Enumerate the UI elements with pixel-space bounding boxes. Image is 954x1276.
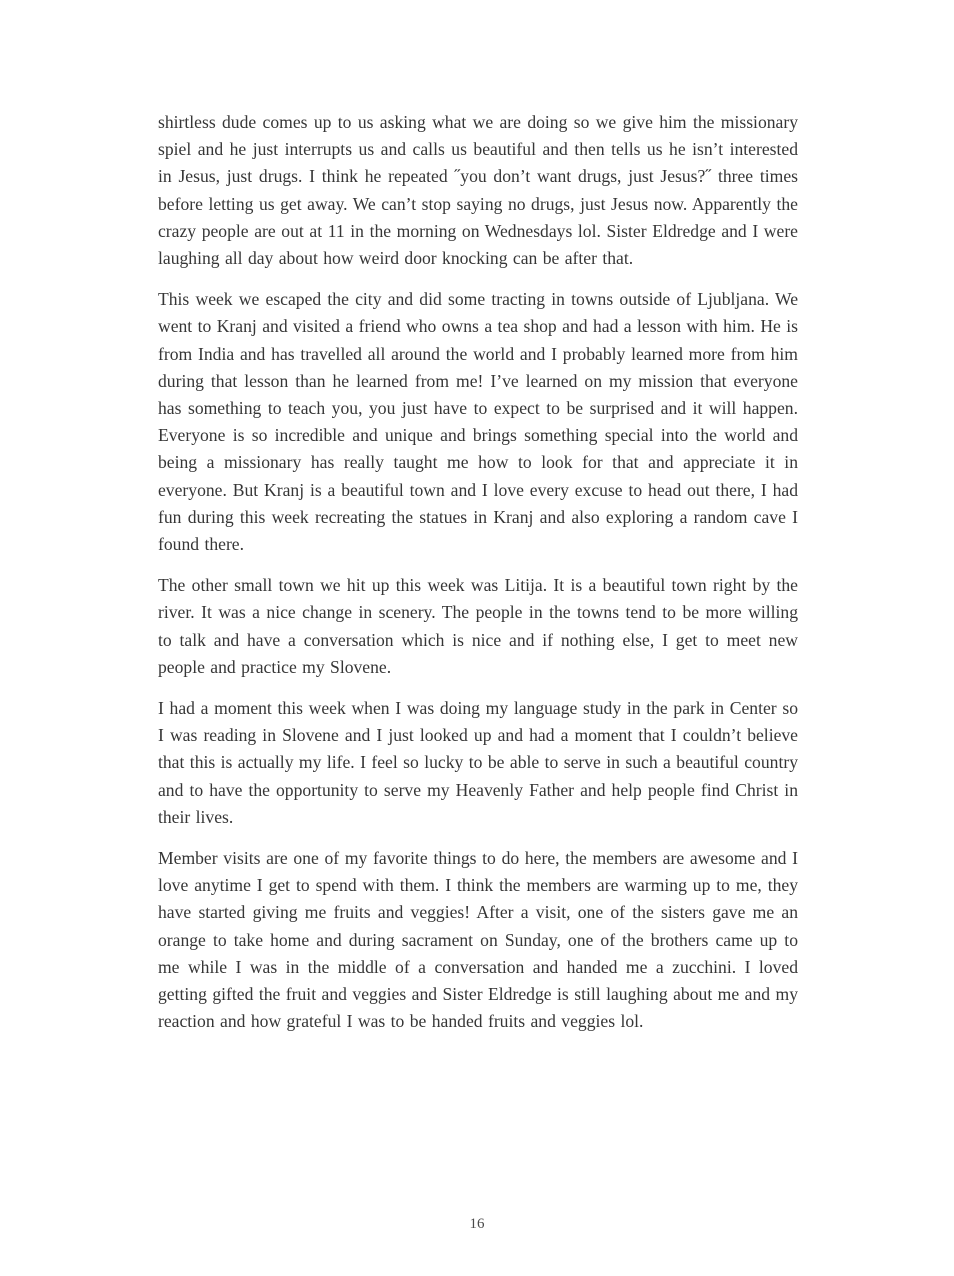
paragraph-5: Member visits are one of my favorite things to do here, the members are awesome and I love anytime I get to spend with them. I think the members are warming up to me, they have started giving me fruits and veggies! After a visit, one of the sisters gave me an orange to take home and during sacrament on Sunday, one of the brothers came up to me while I was in the middle of a conversation and handed me a zucchini. I loved getting gifted the fruit and veggies and Sister Eldredge is still laughing about me and my reaction and how grateful I was to be handed fruits and veggies lol.: [158, 848, 798, 1032]
page-number: 16: [469, 1216, 485, 1232]
paragraph-1: shirtless dude comes up to us asking what we are doing so we give him the missionary spiel and he just interrupts us and calls us beautiful and then tells us he isn’t interested in Jesus, just drugs. I think he repeated ˝you don’t want drugs, just Jesus?˝ three times before letting us get away. We can’t stop saying no drugs, just Jesus now. Apparently the crazy people are out at 11 in the morning on Wednesdays lol. Sister Eldredge and I were laughing all day about how weird door knocking can be after that.: [158, 112, 798, 269]
paragraph-3: The other small town we hit up this week was Litija. It is a beautiful town right by the river. It was a nice change in scenery. The people in the towns tend to be more willing to talk and have a conversation which is nice and if nothing else, I get to meet new people and practice my Slovene.: [158, 575, 798, 677]
paragraph-4: I had a moment this week when I was doing my language study in the park in Center so I was reading in Slovene and I just looked up and had a moment that I couldn’t believe that this is actually my life. I feel so lucky to be able to serve in such a beautiful country and to have the opportunity to serve my Heavenly Father and help people find Christ in their lives.: [158, 698, 798, 827]
text-block: [158, 109, 798, 1050]
paragraph-2: This week we escaped the city and did some tracting in towns outside of Ljubljana. We went to Kranj and visited a friend who owns a tea shop and had a lesson with him. He is from India and has travelled all around the world and I probably learned more from him during that lesson than he learned from me! I’ve learned on my mission that everyone has something to teach you, you just have to expect to be surprised and it will happen. Everyone is so incredible and unique and brings something special into the world and being a missionary has really taught me how to look for that and appreciate it in everyone. But Kranj is a beautiful town and I love every excuse to head out there, I had fun during this week recreating the statues in Kranj and also exploring a random cave I found there.: [158, 289, 798, 555]
